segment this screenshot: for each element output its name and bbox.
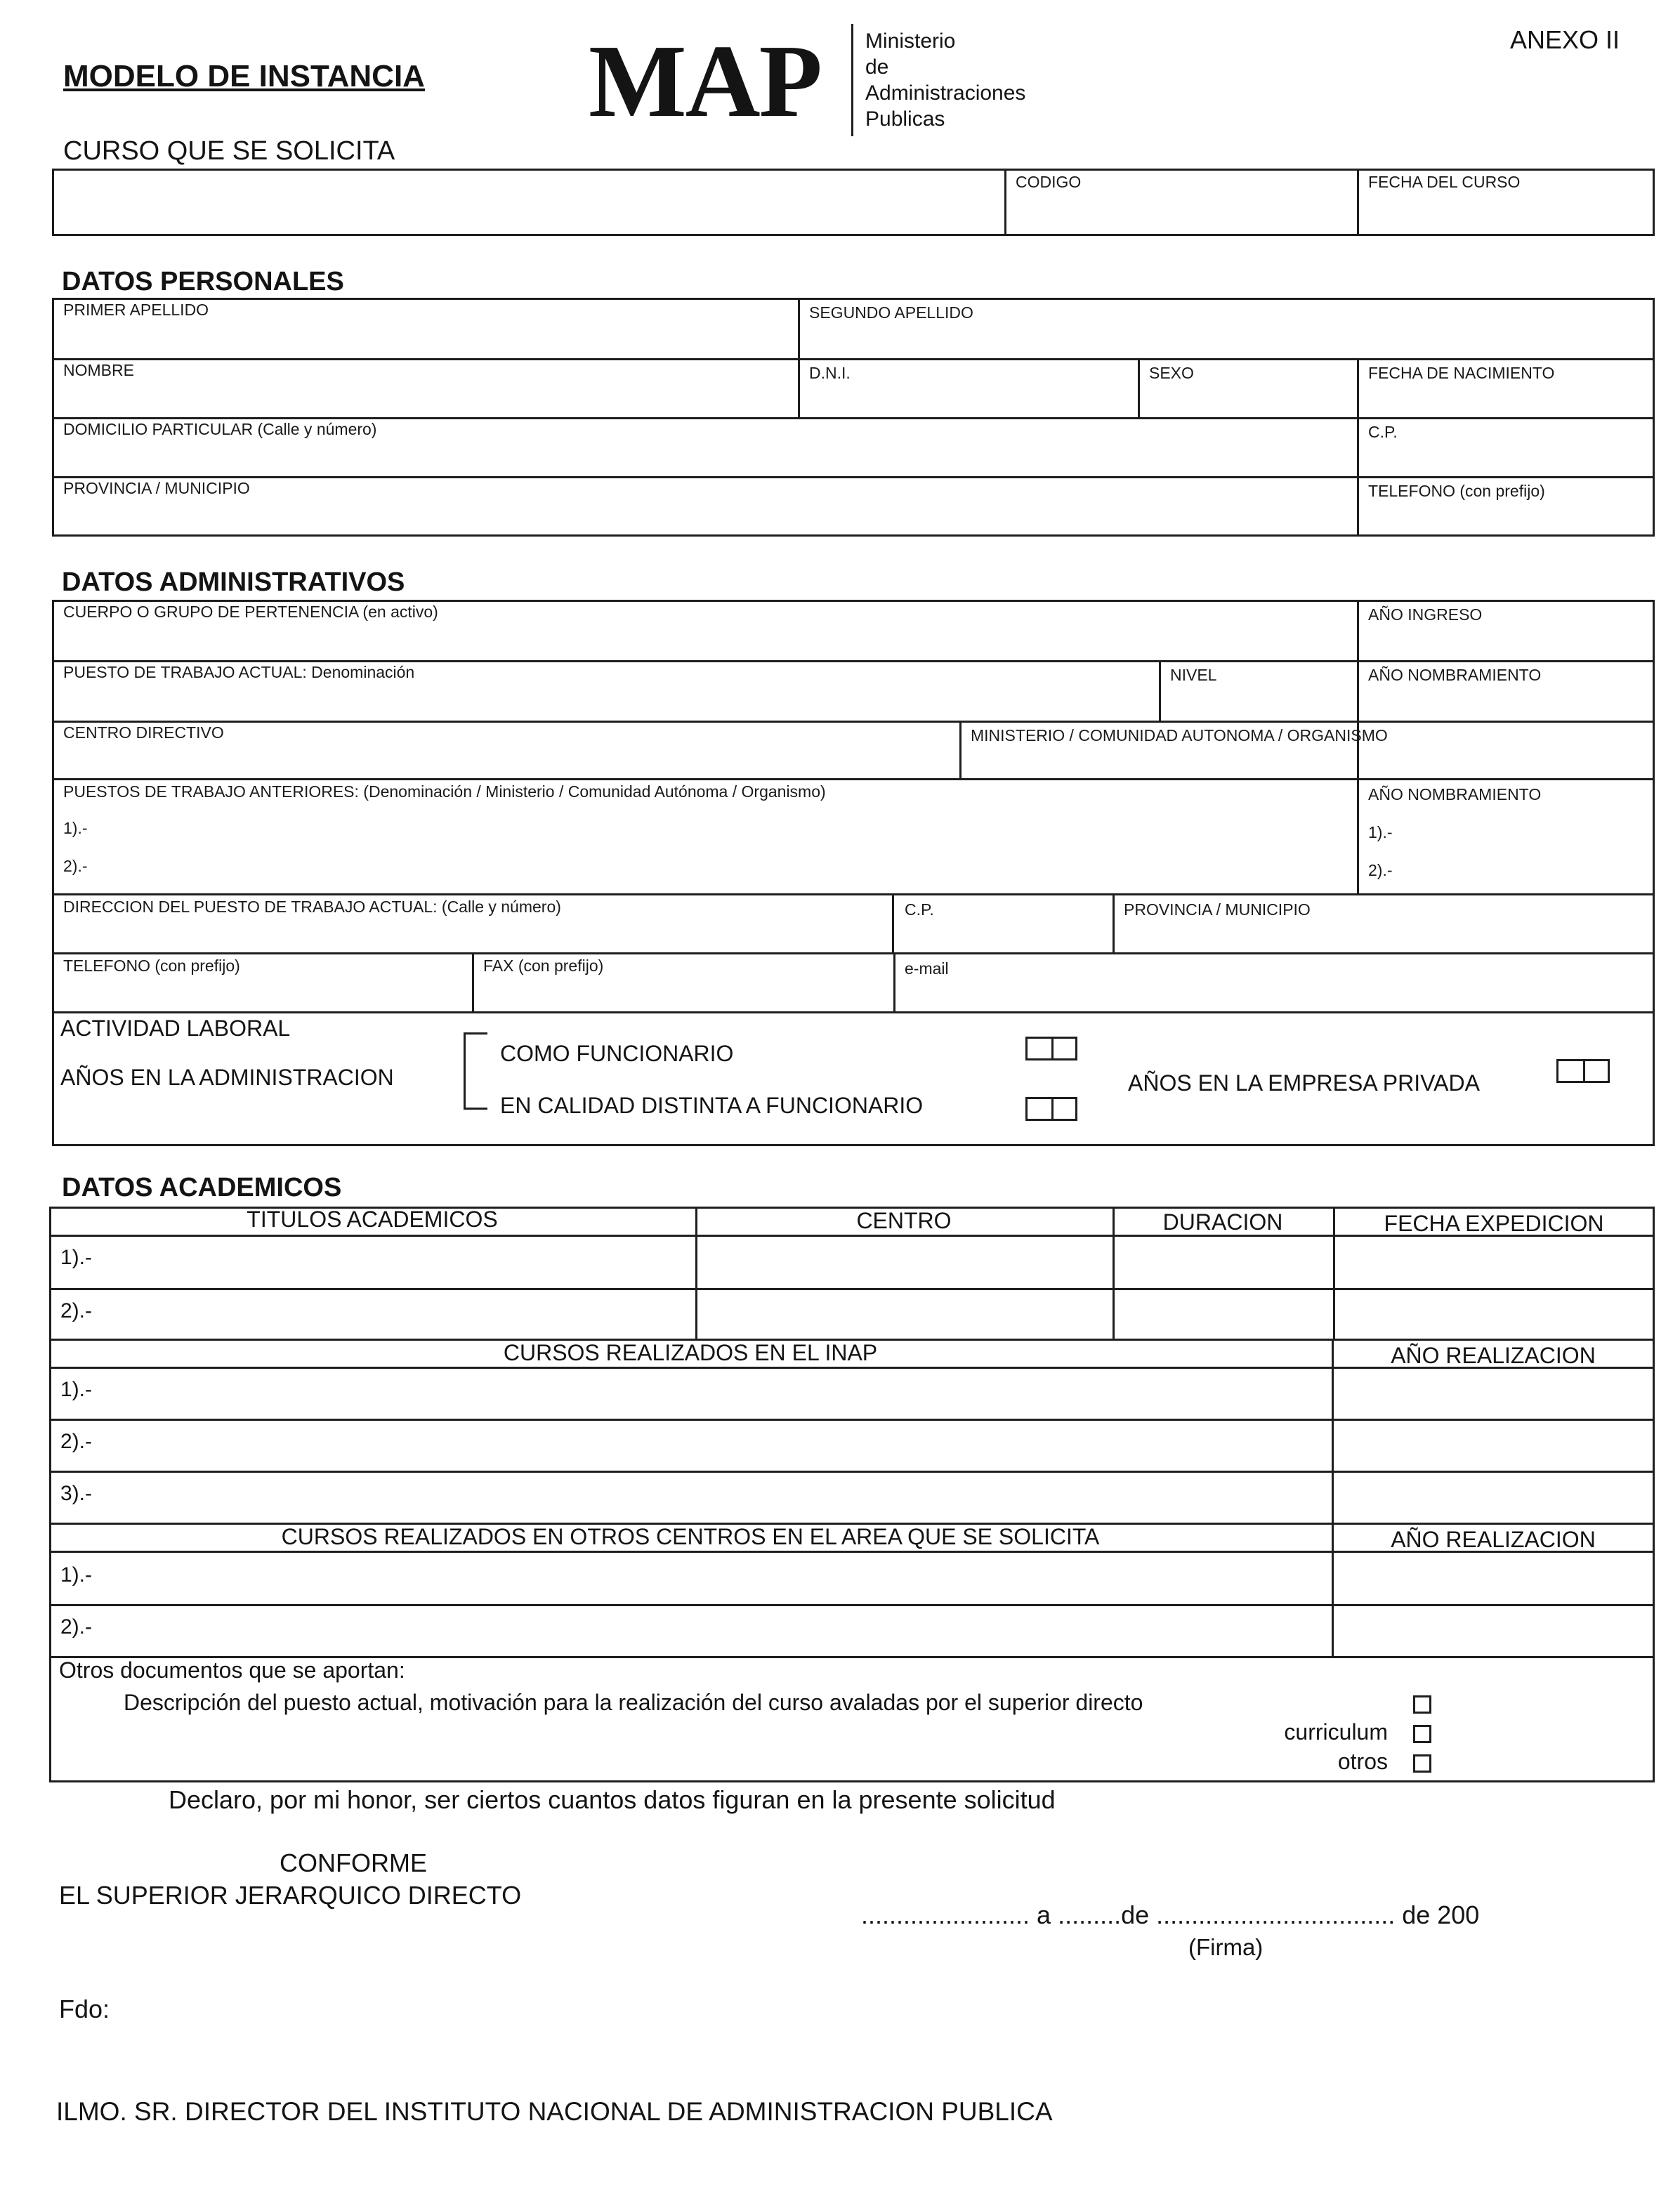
dni-label: D.N.I. bbox=[809, 364, 851, 382]
curriculum-label: curriculum bbox=[1284, 1719, 1388, 1745]
provincia-label: PROVINCIA / MUNICIPIO bbox=[63, 479, 250, 497]
anos-privada-label: AÑOS EN LA EMPRESA PRIVADA bbox=[1128, 1070, 1480, 1096]
nombre-label: NOMBRE bbox=[63, 361, 134, 379]
anos-bracket bbox=[464, 1032, 487, 1110]
puesto-anterior-2: 2).- bbox=[63, 857, 88, 875]
titulo-row-1: 1).- bbox=[60, 1246, 92, 1269]
primer-apellido-label: PRIMER APELLIDO bbox=[63, 301, 209, 319]
nivel-label: NIVEL bbox=[1170, 666, 1217, 684]
logo-divider bbox=[851, 24, 853, 136]
descripcion-checkbox[interactable] bbox=[1413, 1695, 1431, 1714]
fecha-lugar-line[interactable]: ........................ a .........de .................................. de 200 bbox=[861, 1900, 1480, 1929]
ano-nombramiento-label: AÑO NOMBRAMIENTO bbox=[1368, 666, 1542, 684]
superior-label: EL SUPERIOR JERARQUICO DIRECTO bbox=[59, 1881, 522, 1910]
ministry-name: Ministerio de Administraciones Publicas bbox=[865, 29, 1026, 131]
actividad-laboral-label: ACTIVIDAD LABORAL bbox=[60, 1016, 291, 1041]
cp-trabajo-label: C.P. bbox=[905, 900, 934, 919]
ano-anterior-1: 1).- bbox=[1368, 823, 1393, 841]
otros-documentos-heading: Otros documentos que se aportan: bbox=[59, 1657, 405, 1683]
segundo-apellido-label: SEGUNDO APELLIDO bbox=[809, 303, 973, 322]
puestos-anteriores-label: PUESTOS DE TRABAJO ANTERIORES: (Denominación / Ministerio / Comunidad Autónoma / Organismo) bbox=[63, 782, 826, 801]
cuerpo-label: CUERPO O GRUPO DE PERTENENCIA (en activo) bbox=[63, 603, 438, 621]
domicilio-label: DOMICILIO PARTICULAR (Calle y número) bbox=[63, 420, 377, 438]
otros-label: otros bbox=[1337, 1749, 1388, 1774]
sexo-label: SEXO bbox=[1149, 364, 1194, 382]
duracion-header: DURACION bbox=[1162, 1209, 1283, 1235]
centro-header: CENTRO bbox=[856, 1208, 952, 1233]
direccion-label: DIRECCION DEL PUESTO DE TRABAJO ACTUAL: (Calle y número) bbox=[63, 898, 561, 916]
ano-anterior-2: 2).- bbox=[1368, 861, 1393, 879]
conforme-label: CONFORME bbox=[280, 1848, 427, 1877]
distinta-years-field[interactable] bbox=[1025, 1097, 1077, 1121]
inap-row-2: 2).- bbox=[60, 1430, 92, 1453]
map-logo: MAP bbox=[589, 24, 821, 139]
ano-realizacion-header-1: AÑO REALIZACION bbox=[1391, 1343, 1596, 1368]
cp-label: C.P. bbox=[1368, 423, 1398, 441]
puesto-actual-label: PUESTO DE TRABAJO ACTUAL: Denominación bbox=[63, 663, 415, 681]
personales-heading: DATOS PERSONALES bbox=[62, 267, 344, 296]
provincia-trabajo-label: PROVINCIA / MUNICIPIO bbox=[1124, 900, 1311, 919]
como-funcionario-label: COMO FUNCIONARIO bbox=[500, 1041, 734, 1066]
centro-directivo-label: CENTRO DIRECTIVO bbox=[63, 723, 224, 742]
fecha-expedicion-header: FECHA EXPEDICION bbox=[1384, 1211, 1604, 1236]
calidad-distinta-label: EN CALIDAD DISTINTA A FUNCIONARIO bbox=[500, 1093, 924, 1118]
administrativos-heading: DATOS ADMINISTRATIVOS bbox=[62, 567, 405, 597]
otros-row-2: 2).- bbox=[60, 1615, 92, 1638]
fax-label: FAX (con prefijo) bbox=[483, 957, 604, 975]
curriculum-checkbox[interactable] bbox=[1413, 1725, 1431, 1743]
codigo-label: CODIGO bbox=[1016, 173, 1082, 191]
fecha-nacimiento-label: FECHA DE NACIMIENTO bbox=[1368, 364, 1555, 382]
inap-row-1: 1).- bbox=[60, 1378, 92, 1401]
puesto-anterior-1: 1).- bbox=[63, 819, 88, 837]
inap-row-3: 3).- bbox=[60, 1482, 92, 1505]
otros-checkbox[interactable] bbox=[1413, 1754, 1431, 1773]
otros-row-1: 1).- bbox=[60, 1563, 92, 1587]
otros-centros-header: CURSOS REALIZADOS EN OTROS CENTROS EN EL AREA QUE SE SOLICITA bbox=[281, 1524, 1100, 1549]
privada-years-field[interactable] bbox=[1556, 1059, 1610, 1083]
ano-nombramiento-2-label: AÑO NOMBRAMIENTO bbox=[1368, 785, 1542, 803]
declaracion-text: Declaro, por mi honor, ser ciertos cuantos datos figuran en la presente solicitud bbox=[169, 1785, 1056, 1814]
academicos-heading: DATOS ACADEMICOS bbox=[62, 1173, 342, 1202]
fdo-label: Fdo: bbox=[59, 1995, 110, 2023]
curso-heading: CURSO QUE SE SOLICITA bbox=[63, 136, 395, 166]
telefono-trabajo-label: TELEFONO (con prefijo) bbox=[63, 957, 240, 975]
titulo-row-2: 2).- bbox=[60, 1299, 92, 1322]
annex-label: ANEXO II bbox=[1510, 25, 1620, 54]
email-label: e-mail bbox=[905, 959, 949, 978]
telefono-label: TELEFONO (con prefijo) bbox=[1368, 482, 1545, 500]
firma-label: (Firma) bbox=[1188, 1934, 1264, 1960]
descripcion-label: Descripción del puesto actual, motivación para la realización del curso avaladas por el superior directo bbox=[124, 1690, 1143, 1715]
anos-admin-label: AÑOS EN LA ADMINISTRACION bbox=[60, 1065, 394, 1090]
ano-realizacion-header-2: AÑO REALIZACION bbox=[1391, 1527, 1596, 1552]
director-address: ILMO. SR. DIRECTOR DEL INSTITUTO NACIONAL DE ADMINISTRACION PUBLICA bbox=[56, 2097, 1053, 2126]
inap-header: CURSOS REALIZADOS EN EL INAP bbox=[503, 1340, 878, 1365]
ano-ingreso-label: AÑO INGRESO bbox=[1368, 605, 1483, 624]
form-title: MODELO DE INSTANCIA bbox=[63, 59, 425, 93]
titulos-header: TITULOS ACADEMICOS bbox=[247, 1207, 498, 1232]
funcionario-years-field[interactable] bbox=[1025, 1037, 1077, 1060]
fecha-curso-label: FECHA DEL CURSO bbox=[1368, 173, 1521, 191]
ministerio-label: MINISTERIO / COMUNIDAD AUTONOMA / ORGANISMO bbox=[971, 726, 1388, 744]
